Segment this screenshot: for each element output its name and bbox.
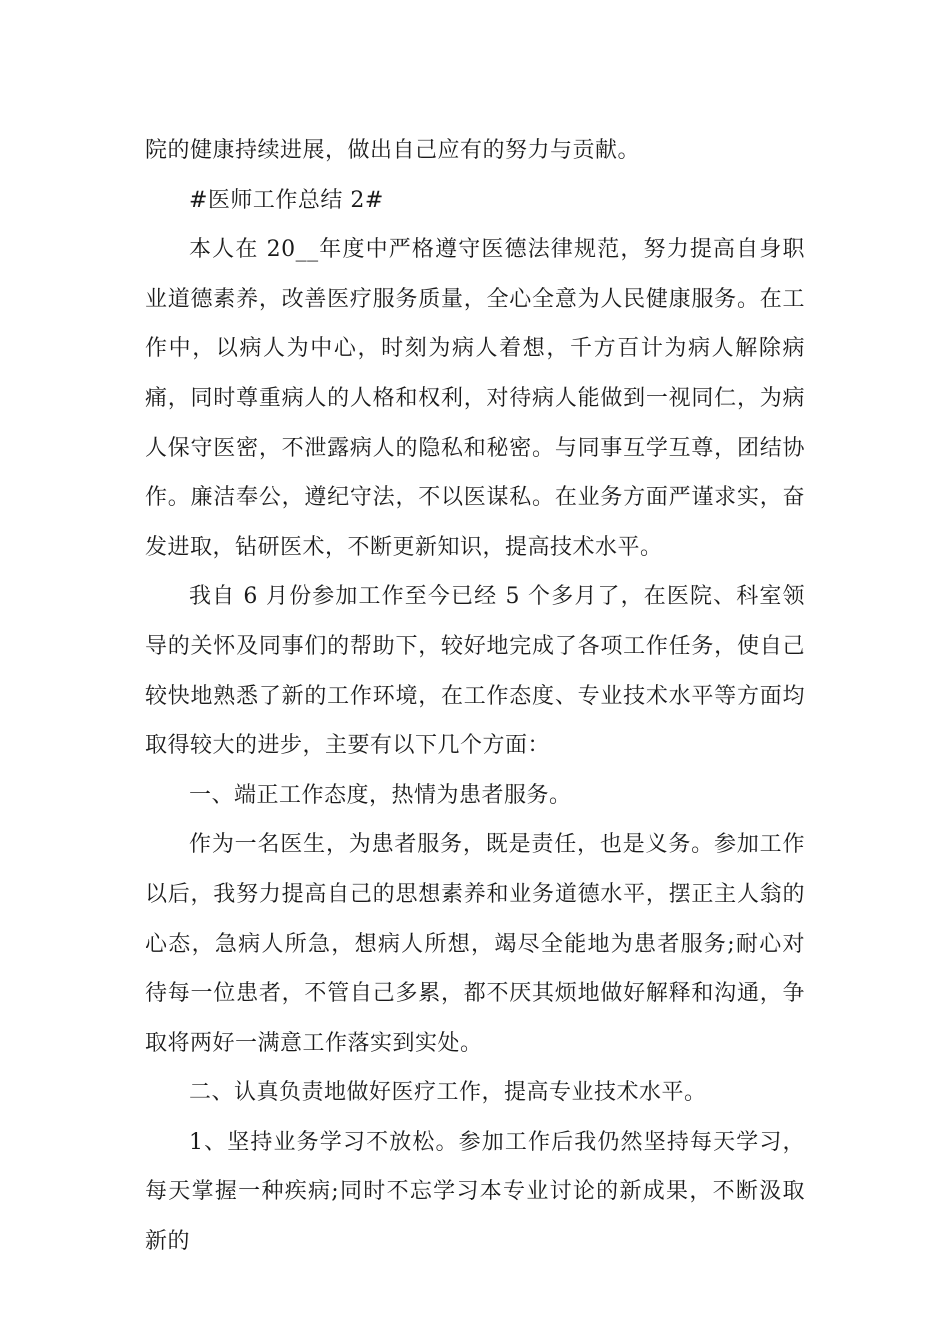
subheading: 二、认真负责地做好医疗工作，提高专业技术水平。 xyxy=(189,1080,707,1106)
subheading: 一、端正工作态度，热情为患者服务。 xyxy=(189,782,572,808)
paragraph: 作为一名医生，为患者服务，既是责任，也是义务。参加工作以后，我努力提高自己的思想素养和业务道德水平，摆正主人翁的心态，急病人所急，想病人所想，竭尽全能地为患者服务;耐心对待每一位患者，不管自己多累，都不厌其烦地做好解释和沟通，争取将两好一满意工作落实到实处。 xyxy=(145,832,805,1056)
section-heading: #医师工作总结 2# xyxy=(189,187,384,213)
paragraph: 我自 6 月份参加工作至今已经 5 个多月了，在医院、科室领导的关怀及同事们的帮助下，较好地完成了各项工作任务，使自己较快地熟悉了新的工作环境，在工作态度、专业技术水平等方面均取得较大的进步，主要有以下几个方面： xyxy=(145,584,805,759)
paragraph-continuation: 院的健康持续进展，做出自己应有的努力与贡献。 xyxy=(145,138,641,163)
paragraph: 1、坚持业务学习不放松。参加工作后我仍然坚持每天学习，每天掌握一种疾病;同时不忘学习本专业讨论的新成果，不断汲取新的 xyxy=(145,1129,805,1255)
paragraph: 本人在 20__年度中严格遵守医德法律规范，努力提高自身职业道德素养，改善医疗服务质量，全心全意为人民健康服务。在工作中，以病人为中心，时刻为病人着想，千方百计为病人解除病痛，同时尊重病人的人格和权利，对待病人能做到一视同仁，为病人保守医密，不泄露病人的隐私和秘密。与同事互学互尊，团结协作。廉洁奉公，遵纪守法，不以医谋私。在业务方面严谨求实，奋发进取，钻研医术，不断更新知识，提高技术水平。 xyxy=(145,237,805,560)
document-body xyxy=(145,126,805,1267)
